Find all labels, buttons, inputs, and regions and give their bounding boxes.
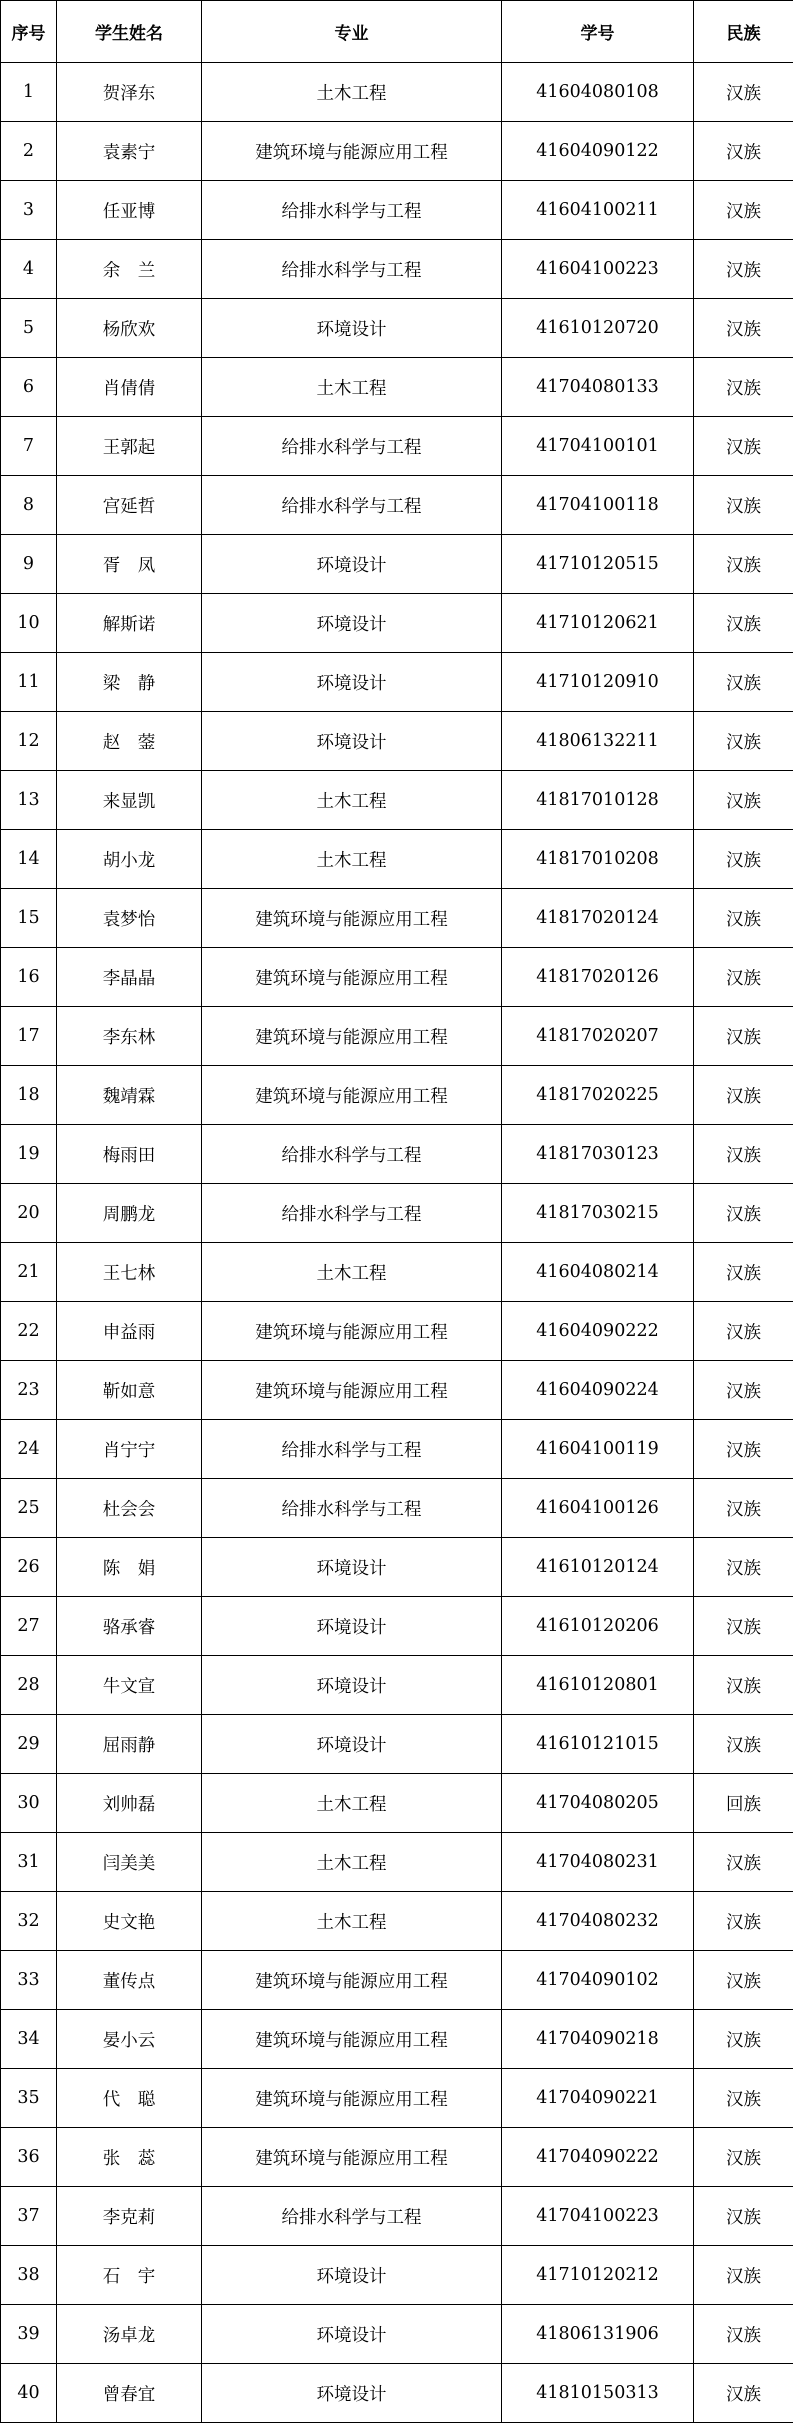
cell-ethnicity: 汉族 (694, 1302, 793, 1361)
cell-index: 30 (1, 1774, 57, 1833)
cell-major: 环境设计 (202, 1538, 502, 1597)
cell-student-name: 靳如意 (57, 1361, 202, 1420)
cell-ethnicity: 汉族 (694, 1420, 793, 1479)
cell-student-id: 41604100211 (502, 181, 694, 240)
cell-major: 土木工程 (202, 358, 502, 417)
cell-student-id: 41704090221 (502, 2069, 694, 2128)
cell-student-id: 41704090218 (502, 2010, 694, 2069)
table-row (1, 417, 793, 476)
cell-student-id: 41604090122 (502, 122, 694, 181)
cell-ethnicity: 汉族 (694, 358, 793, 417)
table-row (1, 358, 793, 417)
cell-student-id: 41806131906 (502, 2305, 694, 2364)
table-body (1, 63, 793, 2423)
cell-student-name: 任亚博 (57, 181, 202, 240)
cell-student-id: 41704090222 (502, 2128, 694, 2187)
table-row (1, 1243, 793, 1302)
cell-student-name: 杨欣欢 (57, 299, 202, 358)
cell-ethnicity: 汉族 (694, 2128, 793, 2187)
cell-student-name: 闫美美 (57, 1833, 202, 1892)
table-row (1, 2246, 793, 2305)
table-row (1, 2305, 793, 2364)
cell-student-name: 石 宇 (57, 2246, 202, 2305)
cell-major: 建筑环境与能源应用工程 (202, 2069, 502, 2128)
cell-student-name: 李晶晶 (57, 948, 202, 1007)
cell-ethnicity: 汉族 (694, 1007, 793, 1066)
table-row (1, 712, 793, 771)
cell-ethnicity: 汉族 (694, 948, 793, 1007)
cell-student-name: 董传点 (57, 1951, 202, 2010)
cell-student-name: 梁 静 (57, 653, 202, 712)
cell-major: 建筑环境与能源应用工程 (202, 2010, 502, 2069)
table-row (1, 1302, 793, 1361)
cell-major: 给排水科学与工程 (202, 417, 502, 476)
cell-student-name: 杜会会 (57, 1479, 202, 1538)
cell-ethnicity: 汉族 (694, 1479, 793, 1538)
cell-major: 建筑环境与能源应用工程 (202, 122, 502, 181)
cell-student-name: 史文艳 (57, 1892, 202, 1951)
cell-ethnicity: 汉族 (694, 2187, 793, 2246)
cell-student-id: 41604090224 (502, 1361, 694, 1420)
table-row (1, 1597, 793, 1656)
cell-ethnicity: 汉族 (694, 653, 793, 712)
cell-major: 土木工程 (202, 830, 502, 889)
header-index: 序号 (1, 1, 57, 63)
cell-student-name: 袁梦怡 (57, 889, 202, 948)
cell-student-name: 宫延哲 (57, 476, 202, 535)
cell-student-id: 41806132211 (502, 712, 694, 771)
cell-ethnicity: 汉族 (694, 2246, 793, 2305)
cell-student-id: 41817010208 (502, 830, 694, 889)
cell-student-name: 王七林 (57, 1243, 202, 1302)
cell-index: 37 (1, 2187, 57, 2246)
cell-index: 12 (1, 712, 57, 771)
cell-student-name: 张 蕊 (57, 2128, 202, 2187)
cell-ethnicity: 汉族 (694, 771, 793, 830)
cell-student-name: 晏小云 (57, 2010, 202, 2069)
cell-index: 40 (1, 2364, 57, 2423)
cell-student-name: 刘帅磊 (57, 1774, 202, 1833)
cell-student-name: 周鹏龙 (57, 1184, 202, 1243)
table-row (1, 1066, 793, 1125)
cell-student-name: 屈雨静 (57, 1715, 202, 1774)
cell-index: 26 (1, 1538, 57, 1597)
cell-student-name: 来显凯 (57, 771, 202, 830)
header-major: 专业 (202, 1, 502, 63)
cell-ethnicity: 汉族 (694, 1892, 793, 1951)
cell-major: 建筑环境与能源应用工程 (202, 1007, 502, 1066)
cell-student-id: 41817020207 (502, 1007, 694, 1066)
table-row (1, 1656, 793, 1715)
cell-student-id: 41610120720 (502, 299, 694, 358)
cell-index: 29 (1, 1715, 57, 1774)
cell-ethnicity: 汉族 (694, 476, 793, 535)
cell-ethnicity: 汉族 (694, 2364, 793, 2423)
cell-major: 给排水科学与工程 (202, 181, 502, 240)
cell-major: 给排水科学与工程 (202, 2187, 502, 2246)
header-ethnicity: 民族 (694, 1, 793, 63)
table-row (1, 1715, 793, 1774)
cell-index: 7 (1, 417, 57, 476)
cell-student-id: 41610120801 (502, 1656, 694, 1715)
cell-major: 环境设计 (202, 594, 502, 653)
cell-student-id: 41704080133 (502, 358, 694, 417)
cell-major: 环境设计 (202, 653, 502, 712)
cell-major: 环境设计 (202, 535, 502, 594)
cell-student-id: 41604090222 (502, 1302, 694, 1361)
cell-index: 18 (1, 1066, 57, 1125)
cell-index: 6 (1, 358, 57, 417)
cell-ethnicity: 汉族 (694, 1656, 793, 1715)
table-row (1, 1361, 793, 1420)
cell-index: 33 (1, 1951, 57, 2010)
cell-index: 15 (1, 889, 57, 948)
cell-ethnicity: 汉族 (694, 889, 793, 948)
cell-student-id: 41710120515 (502, 535, 694, 594)
cell-index: 1 (1, 63, 57, 122)
cell-student-id: 41710120212 (502, 2246, 694, 2305)
cell-student-id: 41704100118 (502, 476, 694, 535)
cell-student-name: 袁素宁 (57, 122, 202, 181)
cell-major: 环境设计 (202, 1597, 502, 1656)
header-student-name: 学生姓名 (57, 1, 202, 63)
cell-index: 2 (1, 122, 57, 181)
cell-index: 9 (1, 535, 57, 594)
cell-major: 建筑环境与能源应用工程 (202, 1066, 502, 1125)
cell-student-id: 41604100223 (502, 240, 694, 299)
table-row (1, 1420, 793, 1479)
cell-ethnicity: 汉族 (694, 535, 793, 594)
cell-index: 17 (1, 1007, 57, 1066)
cell-index: 4 (1, 240, 57, 299)
table-row (1, 2010, 793, 2069)
cell-student-id: 41817020124 (502, 889, 694, 948)
cell-student-name: 骆承睿 (57, 1597, 202, 1656)
cell-index: 31 (1, 1833, 57, 1892)
header-student-id: 学号 (502, 1, 694, 63)
cell-major: 土木工程 (202, 1833, 502, 1892)
cell-ethnicity: 汉族 (694, 1833, 793, 1892)
cell-ethnicity: 汉族 (694, 181, 793, 240)
table-header-row (1, 1, 793, 63)
cell-major: 环境设计 (202, 299, 502, 358)
cell-student-name: 曾春宜 (57, 2364, 202, 2423)
table-row (1, 653, 793, 712)
cell-ethnicity: 汉族 (694, 417, 793, 476)
cell-ethnicity: 汉族 (694, 1951, 793, 2010)
cell-ethnicity: 汉族 (694, 240, 793, 299)
table-row (1, 1774, 793, 1833)
cell-ethnicity: 汉族 (694, 2010, 793, 2069)
table-row (1, 535, 793, 594)
cell-index: 16 (1, 948, 57, 1007)
cell-student-name: 代 聪 (57, 2069, 202, 2128)
cell-index: 21 (1, 1243, 57, 1302)
cell-major: 给排水科学与工程 (202, 1125, 502, 1184)
cell-student-id: 41604080214 (502, 1243, 694, 1302)
cell-index: 22 (1, 1302, 57, 1361)
cell-major: 建筑环境与能源应用工程 (202, 1361, 502, 1420)
cell-student-id: 41710120621 (502, 594, 694, 653)
cell-index: 11 (1, 653, 57, 712)
cell-major: 环境设计 (202, 2364, 502, 2423)
cell-major: 给排水科学与工程 (202, 476, 502, 535)
cell-student-name: 李克莉 (57, 2187, 202, 2246)
cell-ethnicity: 回族 (694, 1774, 793, 1833)
cell-student-name: 胥 凤 (57, 535, 202, 594)
cell-student-name: 王郭起 (57, 417, 202, 476)
cell-major: 环境设计 (202, 2305, 502, 2364)
cell-student-name: 肖宁宁 (57, 1420, 202, 1479)
table-row (1, 1892, 793, 1951)
cell-major: 给排水科学与工程 (202, 240, 502, 299)
table-row (1, 1538, 793, 1597)
cell-student-id: 41704090102 (502, 1951, 694, 2010)
table-row (1, 476, 793, 535)
cell-index: 14 (1, 830, 57, 889)
cell-ethnicity: 汉族 (694, 1066, 793, 1125)
cell-index: 25 (1, 1479, 57, 1538)
cell-ethnicity: 汉族 (694, 712, 793, 771)
cell-student-name: 李东林 (57, 1007, 202, 1066)
cell-index: 28 (1, 1656, 57, 1715)
cell-student-name: 赵 蓥 (57, 712, 202, 771)
cell-ethnicity: 汉族 (694, 122, 793, 181)
cell-student-name: 申益雨 (57, 1302, 202, 1361)
cell-major: 给排水科学与工程 (202, 1420, 502, 1479)
cell-index: 8 (1, 476, 57, 535)
cell-student-name: 牛文宣 (57, 1656, 202, 1715)
cell-student-id: 41610120206 (502, 1597, 694, 1656)
cell-student-id: 41817010128 (502, 771, 694, 830)
cell-major: 土木工程 (202, 771, 502, 830)
cell-major: 建筑环境与能源应用工程 (202, 948, 502, 1007)
table-row (1, 1951, 793, 2010)
cell-index: 39 (1, 2305, 57, 2364)
table-row (1, 63, 793, 122)
cell-student-id: 41704100101 (502, 417, 694, 476)
cell-index: 35 (1, 2069, 57, 2128)
cell-student-id: 41817020126 (502, 948, 694, 1007)
cell-major: 建筑环境与能源应用工程 (202, 1951, 502, 2010)
cell-student-id: 41604100119 (502, 1420, 694, 1479)
cell-student-name: 魏靖霖 (57, 1066, 202, 1125)
cell-index: 13 (1, 771, 57, 830)
cell-student-id: 41810150313 (502, 2364, 694, 2423)
cell-student-id: 41610121015 (502, 1715, 694, 1774)
table-row (1, 1125, 793, 1184)
table-row (1, 594, 793, 653)
cell-ethnicity: 汉族 (694, 1597, 793, 1656)
cell-student-id: 41817030215 (502, 1184, 694, 1243)
cell-student-name: 陈 娟 (57, 1538, 202, 1597)
cell-ethnicity: 汉族 (694, 1184, 793, 1243)
cell-ethnicity: 汉族 (694, 1361, 793, 1420)
table-row (1, 181, 793, 240)
cell-index: 10 (1, 594, 57, 653)
cell-index: 24 (1, 1420, 57, 1479)
cell-ethnicity: 汉族 (694, 2069, 793, 2128)
table-row (1, 2128, 793, 2187)
cell-ethnicity: 汉族 (694, 1715, 793, 1774)
cell-major: 建筑环境与能源应用工程 (202, 2128, 502, 2187)
cell-student-name: 胡小龙 (57, 830, 202, 889)
cell-student-name: 肖倩倩 (57, 358, 202, 417)
table-row (1, 299, 793, 358)
cell-major: 环境设计 (202, 712, 502, 771)
cell-index: 34 (1, 2010, 57, 2069)
cell-index: 36 (1, 2128, 57, 2187)
cell-student-id: 41604100126 (502, 1479, 694, 1538)
table-row (1, 2069, 793, 2128)
cell-index: 23 (1, 1361, 57, 1420)
cell-major: 土木工程 (202, 1892, 502, 1951)
cell-student-name: 余 兰 (57, 240, 202, 299)
cell-index: 20 (1, 1184, 57, 1243)
cell-major: 给排水科学与工程 (202, 1184, 502, 1243)
table-row (1, 122, 793, 181)
table-row (1, 1184, 793, 1243)
cell-student-name: 梅雨田 (57, 1125, 202, 1184)
cell-student-id: 41704100223 (502, 2187, 694, 2246)
cell-ethnicity: 汉族 (694, 2305, 793, 2364)
cell-ethnicity: 汉族 (694, 1125, 793, 1184)
cell-index: 27 (1, 1597, 57, 1656)
table-row (1, 771, 793, 830)
cell-student-name: 解斯诺 (57, 594, 202, 653)
cell-student-name: 汤卓龙 (57, 2305, 202, 2364)
cell-index: 5 (1, 299, 57, 358)
table-row (1, 2364, 793, 2423)
cell-major: 环境设计 (202, 1715, 502, 1774)
cell-major: 建筑环境与能源应用工程 (202, 889, 502, 948)
cell-major: 给排水科学与工程 (202, 1479, 502, 1538)
cell-ethnicity: 汉族 (694, 1243, 793, 1302)
table-row (1, 240, 793, 299)
cell-student-id: 41704080232 (502, 1892, 694, 1951)
cell-major: 建筑环境与能源应用工程 (202, 1302, 502, 1361)
cell-major: 环境设计 (202, 1656, 502, 1715)
cell-major: 环境设计 (202, 2246, 502, 2305)
table-row (1, 1833, 793, 1892)
cell-major: 土木工程 (202, 1774, 502, 1833)
cell-student-id: 41610120124 (502, 1538, 694, 1597)
table-row (1, 830, 793, 889)
table-row (1, 2187, 793, 2246)
cell-index: 38 (1, 2246, 57, 2305)
cell-index: 3 (1, 181, 57, 240)
cell-major: 土木工程 (202, 1243, 502, 1302)
cell-student-id: 41704080231 (502, 1833, 694, 1892)
table-row (1, 1007, 793, 1066)
cell-student-id: 41704080205 (502, 1774, 694, 1833)
cell-student-id: 41710120910 (502, 653, 694, 712)
cell-index: 32 (1, 1892, 57, 1951)
cell-student-id: 41817020225 (502, 1066, 694, 1125)
cell-student-name: 贺泽东 (57, 63, 202, 122)
cell-major: 土木工程 (202, 63, 502, 122)
table-row (1, 1479, 793, 1538)
cell-index: 19 (1, 1125, 57, 1184)
cell-ethnicity: 汉族 (694, 299, 793, 358)
cell-ethnicity: 汉族 (694, 1538, 793, 1597)
table-row (1, 889, 793, 948)
cell-ethnicity: 汉族 (694, 594, 793, 653)
cell-ethnicity: 汉族 (694, 63, 793, 122)
cell-ethnicity: 汉族 (694, 830, 793, 889)
cell-student-id: 41604080108 (502, 63, 694, 122)
table-row (1, 948, 793, 1007)
cell-student-id: 41817030123 (502, 1125, 694, 1184)
